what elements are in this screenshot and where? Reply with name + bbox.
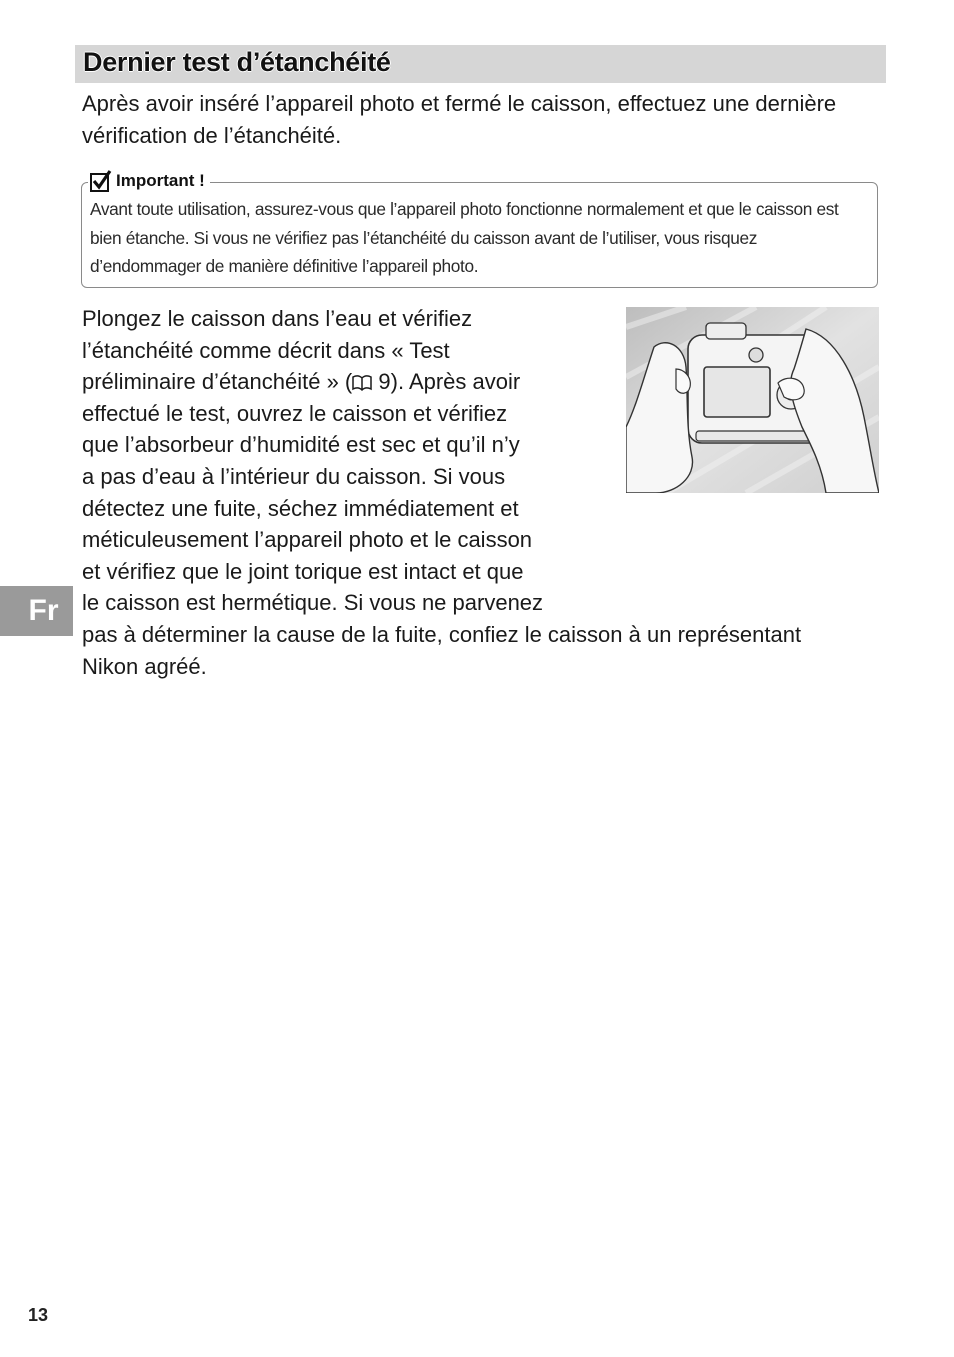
checkmark-icon <box>90 170 112 192</box>
section-heading-bar <box>75 45 886 83</box>
intro-paragraph: Après avoir inséré l’appareil photo et fermé le caisson, effectuez une dernière vérification de l’étanchéité. <box>82 91 837 148</box>
paragraph-line: que l’absorbeur d’humidité est sec et qu’il n’y <box>82 432 520 458</box>
paragraph-line: Plongez le caisson dans l’eau et vérifiez <box>82 306 473 331</box>
paragraph-line: détectez une fuite, séchez immédiatement et <box>82 495 519 521</box>
paragraph-line: et vérifiez que le joint torique est intact et que <box>82 558 524 584</box>
paragraph-line: pas à déterminer la cause de la fuite, confiez le caisson à un représentant <box>82 621 802 647</box>
page-number: 13 <box>28 1305 49 1325</box>
paragraph-line: le caisson est hermétique. Si vous ne parvenez <box>82 590 544 616</box>
paragraph-line: effectué le test, ouvrez le caisson et vérifiez <box>82 400 508 426</box>
paragraph-line <box>82 366 801 398</box>
language-tab: Fr <box>0 586 73 636</box>
paragraph-line: Nikon agréé. <box>82 653 207 679</box>
paragraph-line: a pas d’eau à l’intérieur du caisson. Si vous <box>82 463 506 489</box>
paragraph-line: l’étanchéité comme décrit dans « Test <box>82 337 450 363</box>
book-icon <box>352 375 372 391</box>
paragraph-line-text: préliminaire d’étanchéité » ( <box>82 369 353 395</box>
important-note-title <box>88 168 210 194</box>
page-reference-text: 9). Après avoir <box>372 369 521 395</box>
section-title: Dernier test d’étanchéité <box>83 47 391 77</box>
important-note-body: Avant toute utilisation, assurez-vous que l’appareil photo fonctionne normalement et que le caisson est bien étanche. Si vous ne vérifiez pas l’étanchéité du caisson avant de l’utiliser, vous risquez d’endommager de manière définitive l’appareil photo. <box>90 199 839 276</box>
paragraph-line: méticuleusement l’appareil photo et le caisson <box>82 527 533 553</box>
important-note-label: Important ! <box>116 171 205 190</box>
main-paragraph <box>82 303 801 682</box>
